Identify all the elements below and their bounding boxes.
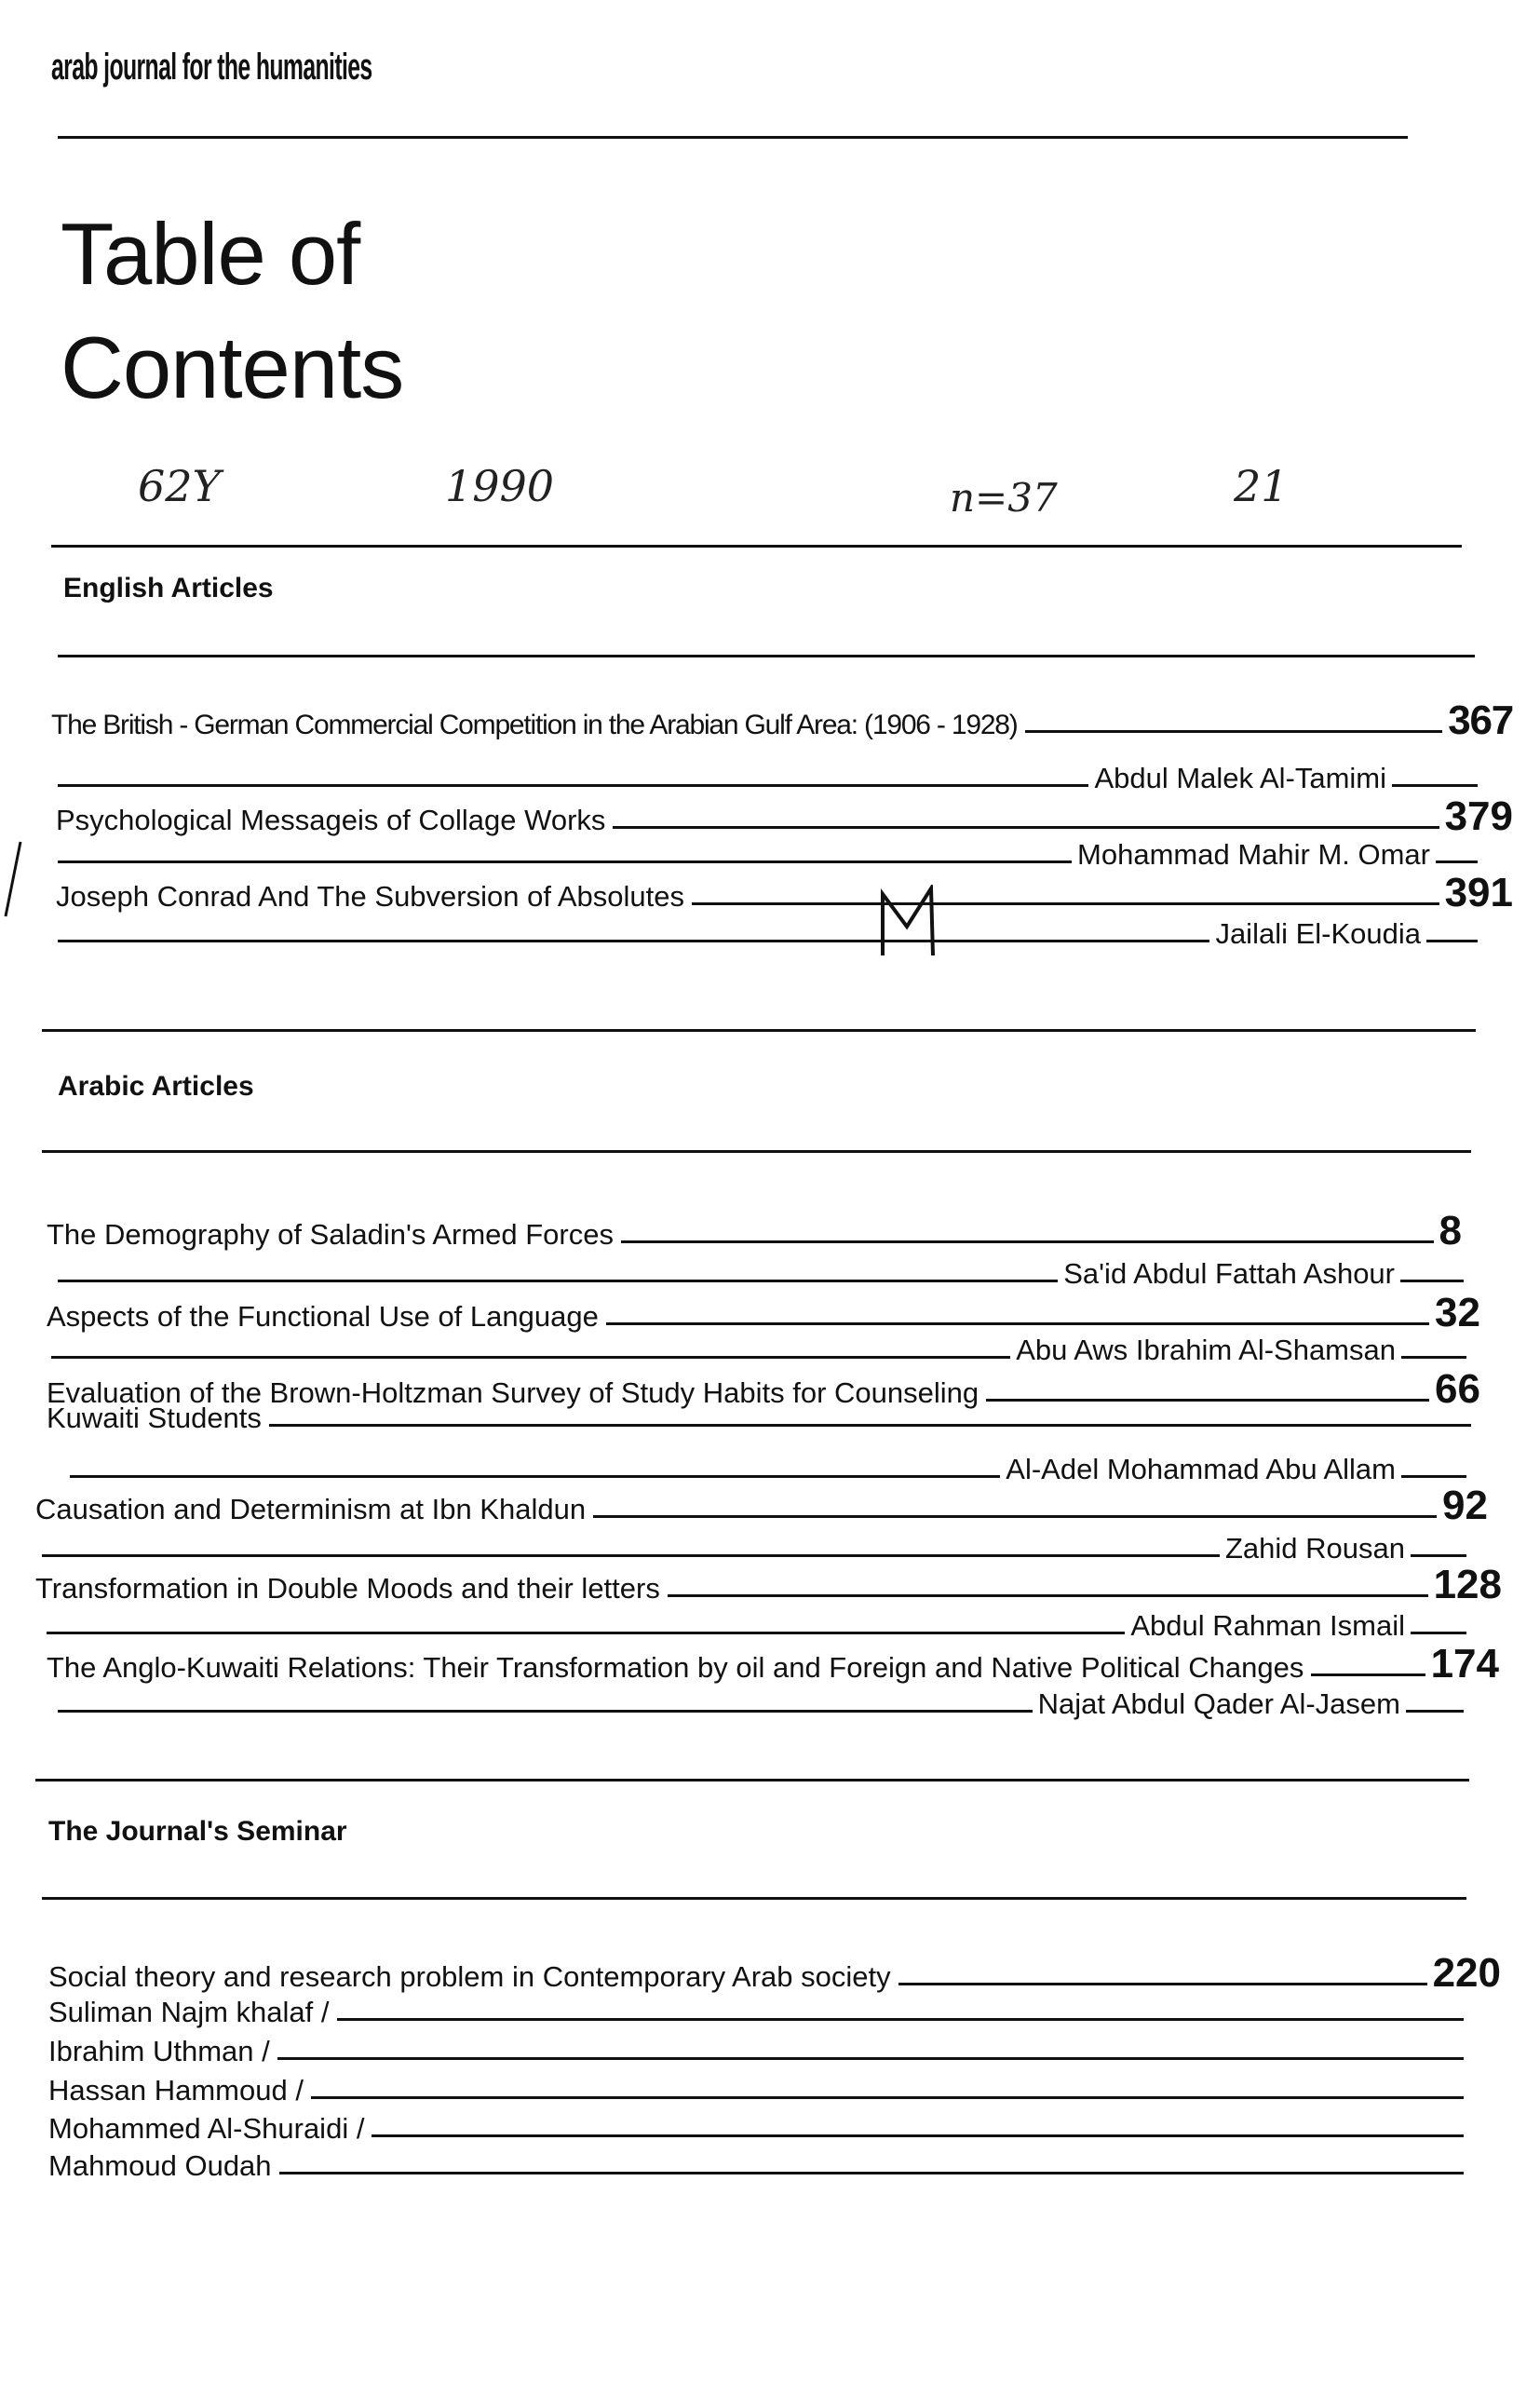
seminar-participant (48, 2112, 1464, 2146)
article-title: Psychological Messageis of Collage Works (56, 804, 606, 836)
page-title-line2: Contents (61, 318, 404, 416)
page-number: 92 (1442, 1483, 1488, 1528)
page-number: 367 (1448, 698, 1513, 743)
article-title-continued: Kuwaiti Students (47, 1402, 262, 1434)
participant-name: Hassan Hammoud / (48, 2074, 304, 2107)
article-title: The Anglo-Kuwaiti Relations: Their Transformation by oil and Foreign and Native Political Changes (47, 1651, 1304, 1684)
article-title: Causation and Determinism at Ibn Khaldun (35, 1493, 587, 1525)
seminar-participant (48, 1996, 1464, 2029)
page-number: 391 (1444, 870, 1513, 915)
article-title: Transformation in Double Moods and their letters (35, 1572, 660, 1605)
margin-mark (0, 838, 28, 922)
article-title: The Demography of Saladin's Armed Forces (47, 1218, 614, 1251)
article-title: The British - German Commercial Competition in the Arabian Gulf Area: (1906 - 1928) (51, 710, 1018, 740)
arabic-author-1 (58, 1257, 1464, 1291)
section-rule (58, 655, 1475, 657)
article-author: Abdul Rahman Ismail (1130, 1609, 1405, 1642)
english-author-1 (58, 762, 1478, 795)
page-number: 66 (1435, 1366, 1480, 1412)
arabic-article-1 (47, 1208, 1462, 1253)
handwritten-note-1: 62Y (138, 461, 221, 511)
english-heading: English Articles (63, 573, 274, 603)
article-title: Social theory and research problem in Contemporary Arab society (48, 1960, 891, 1993)
arabic-author-4 (42, 1532, 1466, 1565)
english-article-3 (56, 870, 1513, 915)
article-author: Zahid Rousan (1224, 1532, 1405, 1565)
article-author: Najat Abdul Qader Al-Jasem (1037, 1687, 1400, 1720)
arabic-heading: Arabic Articles (58, 1071, 254, 1102)
handwritten-note-3: n=37 (950, 475, 1058, 521)
article-author: Sa'id Abdul Fattah Ashour (1063, 1257, 1395, 1290)
participant-name: Ibrahim Uthman / (48, 2035, 270, 2067)
article-author: Mohammad Mahir M. Omar (1077, 838, 1430, 871)
seminar-heading: The Journal's Seminar (48, 1816, 347, 1847)
journal-name: arab journal for the humanities (51, 47, 372, 88)
arabic-article-2 (47, 1290, 1480, 1335)
page-number: 128 (1433, 1562, 1502, 1607)
arabic-article-5 (35, 1562, 1502, 1607)
seminar-participant (48, 2074, 1464, 2107)
participant-name: Mahmoud Oudah (48, 2149, 272, 2182)
handwritten-note-4: 21 (1234, 461, 1289, 511)
arabic-author-5 (47, 1609, 1466, 1643)
article-author: Al-Adel Mohammad Abu Allam (1006, 1453, 1396, 1485)
page-number: 8 (1439, 1208, 1462, 1253)
arabic-author-2 (51, 1334, 1466, 1367)
page-number: 32 (1435, 1290, 1480, 1335)
english-author-3 (58, 917, 1478, 951)
arabic-author-6 (58, 1687, 1464, 1721)
seminar-participant (48, 2149, 1464, 2183)
handwritten-note-2: 1990 (445, 461, 555, 511)
english-author-2 (58, 838, 1478, 872)
article-author: Abdul Malek Al-Tamimi (1094, 762, 1386, 794)
participant-name: Mohammed Al-Shuraidi / (48, 2112, 365, 2145)
page-title-line1: Table of (61, 205, 360, 303)
page-number: 220 (1432, 1950, 1501, 1996)
section-rule (51, 545, 1462, 548)
section-rule (42, 1029, 1476, 1032)
handwritten-m-mark (875, 885, 940, 957)
arabic-author-3 (70, 1453, 1466, 1486)
header-rule (58, 136, 1408, 139)
participant-name: Suliman Najm khalaf / (48, 1996, 330, 2028)
english-article-2 (56, 793, 1513, 839)
seminar-participant (48, 2035, 1464, 2068)
article-title: Aspects of the Functional Use of Language (47, 1300, 599, 1333)
article-title: Evaluation of the Brown-Holtzman Survey of Study Habits for Counseling (47, 1376, 979, 1409)
arabic-article-3-continued (47, 1402, 1471, 1435)
section-rule (42, 1897, 1466, 1900)
section-rule (35, 1779, 1469, 1782)
arabic-article-6 (47, 1641, 1499, 1687)
article-author: Jailali El-Koudia (1215, 917, 1421, 950)
page-number: 379 (1444, 793, 1513, 839)
english-article-1 (51, 700, 1513, 741)
seminar-article (48, 1950, 1501, 1996)
page-number: 174 (1430, 1641, 1499, 1687)
section-rule (42, 1150, 1471, 1153)
arabic-article-4 (35, 1485, 1488, 1526)
article-author: Abu Aws Ibrahim Al-Shamsan (1016, 1334, 1396, 1366)
article-title: Joseph Conrad And The Subversion of Absolutes (56, 880, 684, 913)
